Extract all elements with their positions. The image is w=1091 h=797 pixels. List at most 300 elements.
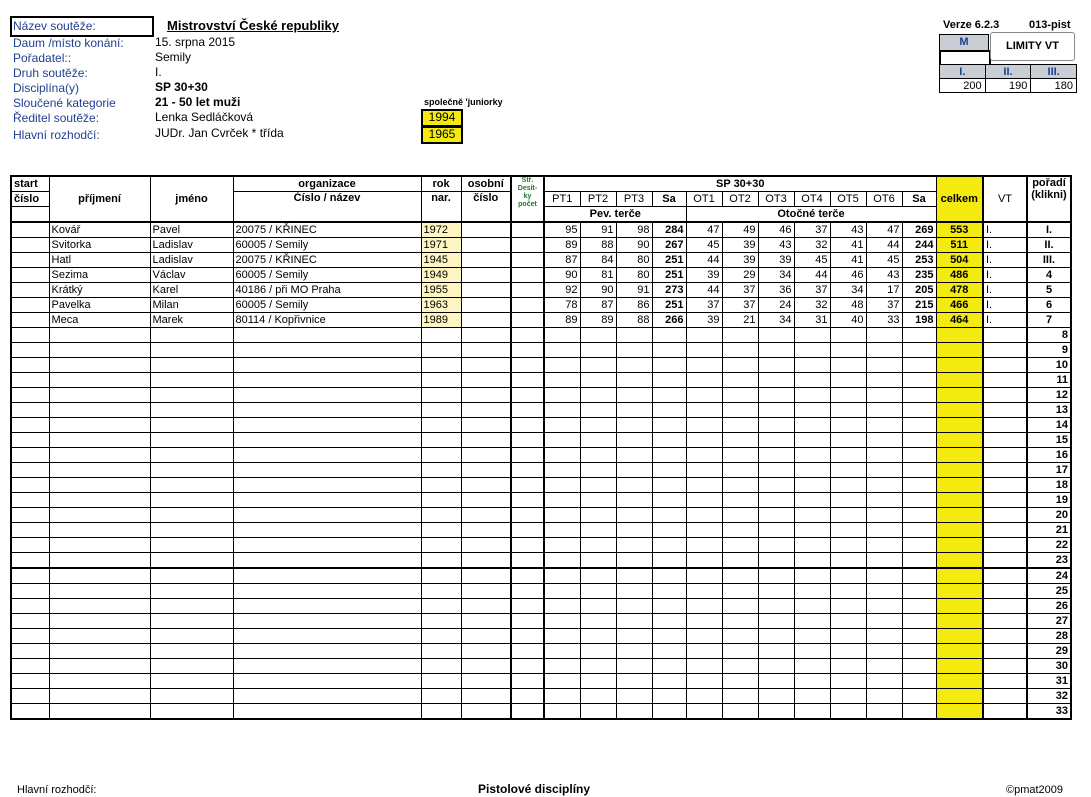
pt-cell[interactable]: 251 xyxy=(652,298,686,313)
empty-cell[interactable] xyxy=(150,629,233,644)
empty-cell[interactable] xyxy=(902,448,936,463)
empty-cell[interactable] xyxy=(686,553,722,569)
ot-cell[interactable]: 29 xyxy=(722,268,758,283)
org-cell[interactable]: 60005 / Semily xyxy=(233,238,421,253)
ot-cell[interactable]: 235 xyxy=(902,268,936,283)
empty-cell[interactable] xyxy=(580,614,616,629)
empty-cell[interactable] xyxy=(233,659,421,674)
poradi-cell[interactable]: 30 xyxy=(1027,659,1071,674)
empty-cell[interactable] xyxy=(866,659,902,674)
osobni-cell[interactable] xyxy=(461,238,511,253)
start-cell[interactable] xyxy=(11,222,49,238)
empty-cell[interactable] xyxy=(421,343,461,358)
empty-cell[interactable] xyxy=(652,328,686,343)
empty-cell[interactable] xyxy=(902,493,936,508)
empty-cell[interactable] xyxy=(511,553,544,569)
empty-cell[interactable] xyxy=(866,523,902,538)
empty-cell[interactable] xyxy=(830,328,866,343)
strelec-cell[interactable] xyxy=(511,298,544,313)
empty-cell[interactable] xyxy=(233,553,421,569)
empty-cell[interactable] xyxy=(580,418,616,433)
empty-cell[interactable] xyxy=(421,704,461,720)
poradi-cell[interactable]: 20 xyxy=(1027,508,1071,523)
empty-cell[interactable] xyxy=(830,614,866,629)
empty-cell[interactable] xyxy=(830,388,866,403)
empty-cell[interactable] xyxy=(150,568,233,584)
table-row[interactable] xyxy=(11,644,1071,659)
org-cell[interactable]: 60005 / Semily xyxy=(233,298,421,313)
empty-cell[interactable] xyxy=(544,629,580,644)
empty-cell[interactable] xyxy=(461,704,511,720)
empty-cell[interactable] xyxy=(758,433,794,448)
empty-cell[interactable] xyxy=(616,403,652,418)
empty-cell[interactable] xyxy=(233,704,421,720)
empty-cell[interactable] xyxy=(983,463,1027,478)
empty-cell[interactable] xyxy=(580,358,616,373)
empty-cell[interactable] xyxy=(830,644,866,659)
empty-cell[interactable] xyxy=(902,674,936,689)
celkem-cell[interactable]: 466 xyxy=(936,298,983,313)
ot-cell[interactable]: 46 xyxy=(830,268,866,283)
empty-cell[interactable] xyxy=(421,358,461,373)
empty-cell[interactable] xyxy=(866,448,902,463)
start-cell[interactable] xyxy=(11,268,49,283)
poradi-cell[interactable]: 22 xyxy=(1027,538,1071,553)
empty-cell[interactable] xyxy=(150,343,233,358)
empty-cell[interactable] xyxy=(866,614,902,629)
empty-cell[interactable] xyxy=(233,328,421,343)
empty-cell[interactable] xyxy=(866,599,902,614)
empty-cell[interactable] xyxy=(544,538,580,553)
empty-cell[interactable] xyxy=(49,553,150,569)
empty-cell[interactable] xyxy=(830,343,866,358)
table-row[interactable] xyxy=(11,704,1071,720)
jmeno-cell[interactable]: Pavel xyxy=(150,222,233,238)
ot-cell[interactable]: 269 xyxy=(902,222,936,238)
empty-cell[interactable] xyxy=(421,659,461,674)
empty-cell[interactable] xyxy=(11,343,49,358)
empty-cell[interactable] xyxy=(686,463,722,478)
empty-cell[interactable] xyxy=(511,523,544,538)
ot-cell[interactable]: 47 xyxy=(866,222,902,238)
empty-cell[interactable] xyxy=(511,508,544,523)
empty-cell[interactable] xyxy=(866,418,902,433)
empty-cell[interactable] xyxy=(544,433,580,448)
empty-cell[interactable] xyxy=(580,373,616,388)
poradi-cell[interactable]: 28 xyxy=(1027,629,1071,644)
empty-cell[interactable] xyxy=(830,674,866,689)
poradi-cell[interactable]: 15 xyxy=(1027,433,1071,448)
empty-cell[interactable] xyxy=(866,538,902,553)
poradi-cell[interactable]: 18 xyxy=(1027,478,1071,493)
empty-cell[interactable] xyxy=(421,388,461,403)
empty-cell[interactable] xyxy=(652,403,686,418)
table-row[interactable] xyxy=(11,478,1071,493)
empty-cell[interactable] xyxy=(983,629,1027,644)
ot-cell[interactable]: 39 xyxy=(686,268,722,283)
empty-cell[interactable] xyxy=(150,704,233,720)
empty-cell[interactable] xyxy=(580,659,616,674)
empty-cell[interactable] xyxy=(686,328,722,343)
empty-cell[interactable] xyxy=(758,358,794,373)
empty-cell[interactable] xyxy=(11,418,49,433)
empty-cell[interactable] xyxy=(11,584,49,599)
empty-cell[interactable] xyxy=(686,343,722,358)
org-cell[interactable]: 20075 / KŘINEC xyxy=(233,253,421,268)
empty-cell[interactable] xyxy=(233,644,421,659)
empty-cell[interactable] xyxy=(758,478,794,493)
empty-cell[interactable] xyxy=(686,508,722,523)
empty-cell[interactable] xyxy=(652,418,686,433)
strelec-cell[interactable] xyxy=(511,313,544,328)
empty-cell[interactable] xyxy=(511,343,544,358)
ot-cell[interactable]: 39 xyxy=(758,253,794,268)
empty-cell[interactable] xyxy=(580,689,616,704)
pt-cell[interactable]: 84 xyxy=(580,253,616,268)
empty-cell[interactable] xyxy=(866,644,902,659)
empty-cell[interactable] xyxy=(616,704,652,720)
empty-cell[interactable] xyxy=(902,538,936,553)
empty-cell[interactable] xyxy=(49,584,150,599)
empty-cell[interactable] xyxy=(461,418,511,433)
ot-cell[interactable]: 37 xyxy=(722,283,758,298)
empty-cell[interactable] xyxy=(461,463,511,478)
empty-cell[interactable] xyxy=(652,493,686,508)
pt-cell[interactable]: 284 xyxy=(652,222,686,238)
empty-cell[interactable] xyxy=(150,659,233,674)
empty-cell[interactable] xyxy=(49,328,150,343)
ot-cell[interactable]: 40 xyxy=(830,313,866,328)
strelec-cell[interactable] xyxy=(511,238,544,253)
empty-cell[interactable] xyxy=(652,674,686,689)
poradi-cell[interactable]: 24 xyxy=(1027,568,1071,584)
empty-cell[interactable] xyxy=(983,538,1027,553)
empty-cell[interactable] xyxy=(686,373,722,388)
empty-cell[interactable] xyxy=(866,689,902,704)
empty-cell[interactable] xyxy=(758,328,794,343)
empty-cell[interactable] xyxy=(936,508,983,523)
empty-cell[interactable] xyxy=(544,478,580,493)
empty-cell[interactable] xyxy=(150,614,233,629)
empty-cell[interactable] xyxy=(11,704,49,720)
empty-cell[interactable] xyxy=(983,599,1027,614)
empty-cell[interactable] xyxy=(616,448,652,463)
empty-cell[interactable] xyxy=(936,599,983,614)
empty-cell[interactable] xyxy=(722,553,758,569)
empty-cell[interactable] xyxy=(150,538,233,553)
pt-cell[interactable]: 89 xyxy=(544,313,580,328)
empty-cell[interactable] xyxy=(616,328,652,343)
poradi-cell[interactable]: 25 xyxy=(1027,584,1071,599)
empty-cell[interactable] xyxy=(233,629,421,644)
empty-cell[interactable] xyxy=(233,689,421,704)
empty-cell[interactable] xyxy=(49,704,150,720)
empty-cell[interactable] xyxy=(233,584,421,599)
empty-cell[interactable] xyxy=(830,553,866,569)
start-cell[interactable] xyxy=(11,283,49,298)
ot-cell[interactable]: 44 xyxy=(686,253,722,268)
empty-cell[interactable] xyxy=(936,644,983,659)
poradi-cell[interactable]: 31 xyxy=(1027,674,1071,689)
year-box-2[interactable]: 1965 xyxy=(421,126,463,144)
empty-cell[interactable] xyxy=(11,599,49,614)
poradi-cell[interactable]: 29 xyxy=(1027,644,1071,659)
empty-cell[interactable] xyxy=(983,644,1027,659)
empty-cell[interactable] xyxy=(936,343,983,358)
empty-cell[interactable] xyxy=(758,418,794,433)
empty-cell[interactable] xyxy=(830,584,866,599)
class-limit-1[interactable]: 200 xyxy=(940,79,986,93)
empty-cell[interactable] xyxy=(544,328,580,343)
pt-cell[interactable]: 87 xyxy=(580,298,616,313)
ot-cell[interactable]: 44 xyxy=(794,268,830,283)
empty-cell[interactable] xyxy=(652,704,686,720)
empty-cell[interactable] xyxy=(49,644,150,659)
empty-cell[interactable] xyxy=(794,403,830,418)
empty-cell[interactable] xyxy=(936,568,983,584)
empty-cell[interactable] xyxy=(983,523,1027,538)
empty-cell[interactable] xyxy=(758,538,794,553)
empty-cell[interactable] xyxy=(421,568,461,584)
empty-cell[interactable] xyxy=(866,358,902,373)
empty-cell[interactable] xyxy=(421,508,461,523)
empty-cell[interactable] xyxy=(150,584,233,599)
empty-cell[interactable] xyxy=(936,358,983,373)
empty-cell[interactable] xyxy=(830,689,866,704)
empty-cell[interactable] xyxy=(983,478,1027,493)
jmeno-cell[interactable]: Václav xyxy=(150,268,233,283)
empty-cell[interactable] xyxy=(722,358,758,373)
empty-cell[interactable] xyxy=(902,358,936,373)
ot-cell[interactable]: 253 xyxy=(902,253,936,268)
table-row[interactable] xyxy=(11,253,1071,268)
table-row[interactable] xyxy=(11,298,1071,313)
pt-cell[interactable]: 251 xyxy=(652,268,686,283)
prijmeni-cell[interactable]: Meca xyxy=(49,313,150,328)
pt-cell[interactable]: 80 xyxy=(616,253,652,268)
pt-cell[interactable]: 88 xyxy=(580,238,616,253)
pt-cell[interactable]: 251 xyxy=(652,253,686,268)
empty-cell[interactable] xyxy=(983,659,1027,674)
empty-cell[interactable] xyxy=(983,403,1027,418)
empty-cell[interactable] xyxy=(616,629,652,644)
empty-cell[interactable] xyxy=(758,403,794,418)
prijmeni-cell[interactable]: Krátký xyxy=(49,283,150,298)
empty-cell[interactable] xyxy=(866,553,902,569)
empty-cell[interactable] xyxy=(902,403,936,418)
empty-cell[interactable] xyxy=(421,584,461,599)
empty-cell[interactable] xyxy=(461,689,511,704)
empty-cell[interactable] xyxy=(794,614,830,629)
empty-cell[interactable] xyxy=(758,373,794,388)
empty-cell[interactable] xyxy=(49,388,150,403)
empty-cell[interactable] xyxy=(616,343,652,358)
poradi-cell[interactable]: II. xyxy=(1027,238,1071,253)
ot-cell[interactable]: 47 xyxy=(686,222,722,238)
empty-cell[interactable] xyxy=(983,674,1027,689)
table-row[interactable] xyxy=(11,328,1071,343)
empty-cell[interactable] xyxy=(511,358,544,373)
empty-cell[interactable] xyxy=(794,448,830,463)
empty-cell[interactable] xyxy=(461,553,511,569)
empty-cell[interactable] xyxy=(902,433,936,448)
empty-cell[interactable] xyxy=(902,553,936,569)
empty-cell[interactable] xyxy=(758,659,794,674)
empty-cell[interactable] xyxy=(580,629,616,644)
empty-cell[interactable] xyxy=(722,674,758,689)
empty-cell[interactable] xyxy=(511,433,544,448)
empty-cell[interactable] xyxy=(544,523,580,538)
empty-cell[interactable] xyxy=(580,433,616,448)
table-row[interactable] xyxy=(11,538,1071,553)
ot-cell[interactable]: 44 xyxy=(686,283,722,298)
empty-cell[interactable] xyxy=(580,644,616,659)
empty-cell[interactable] xyxy=(233,373,421,388)
empty-cell[interactable] xyxy=(652,343,686,358)
empty-cell[interactable] xyxy=(722,644,758,659)
empty-cell[interactable] xyxy=(511,403,544,418)
empty-cell[interactable] xyxy=(580,463,616,478)
empty-cell[interactable] xyxy=(150,674,233,689)
poradi-cell[interactable]: 14 xyxy=(1027,418,1071,433)
empty-cell[interactable] xyxy=(686,659,722,674)
empty-cell[interactable] xyxy=(233,478,421,493)
empty-cell[interactable] xyxy=(794,478,830,493)
table-row[interactable] xyxy=(11,358,1071,373)
ot-cell[interactable]: 34 xyxy=(758,313,794,328)
empty-cell[interactable] xyxy=(150,373,233,388)
empty-cell[interactable] xyxy=(830,523,866,538)
empty-cell[interactable] xyxy=(461,328,511,343)
osobni-cell[interactable] xyxy=(461,298,511,313)
empty-cell[interactable] xyxy=(580,674,616,689)
table-row[interactable] xyxy=(11,238,1071,253)
prijmeni-cell[interactable]: Kovář xyxy=(49,222,150,238)
empty-cell[interactable] xyxy=(421,448,461,463)
empty-cell[interactable] xyxy=(11,463,49,478)
empty-cell[interactable] xyxy=(49,448,150,463)
empty-cell[interactable] xyxy=(616,478,652,493)
empty-cell[interactable] xyxy=(49,568,150,584)
ot-cell[interactable]: 198 xyxy=(902,313,936,328)
empty-cell[interactable] xyxy=(758,508,794,523)
empty-cell[interactable] xyxy=(983,328,1027,343)
table-row[interactable] xyxy=(11,388,1071,403)
empty-cell[interactable] xyxy=(652,659,686,674)
table-row[interactable] xyxy=(11,523,1071,538)
empty-cell[interactable] xyxy=(722,373,758,388)
empty-cell[interactable] xyxy=(983,508,1027,523)
poradi-cell[interactable]: 26 xyxy=(1027,599,1071,614)
empty-cell[interactable] xyxy=(616,584,652,599)
empty-cell[interactable] xyxy=(758,629,794,644)
empty-cell[interactable] xyxy=(11,493,49,508)
empty-cell[interactable] xyxy=(511,538,544,553)
table-row[interactable] xyxy=(11,433,1071,448)
empty-cell[interactable] xyxy=(652,584,686,599)
empty-cell[interactable] xyxy=(758,448,794,463)
empty-cell[interactable] xyxy=(794,328,830,343)
empty-cell[interactable] xyxy=(150,644,233,659)
empty-cell[interactable] xyxy=(511,614,544,629)
table-row[interactable] xyxy=(11,629,1071,644)
empty-cell[interactable] xyxy=(49,689,150,704)
poradi-cell[interactable]: 19 xyxy=(1027,493,1071,508)
table-row[interactable] xyxy=(11,568,1071,584)
empty-cell[interactable] xyxy=(902,629,936,644)
empty-cell[interactable] xyxy=(758,553,794,569)
empty-cell[interactable] xyxy=(722,629,758,644)
pt-cell[interactable]: 86 xyxy=(616,298,652,313)
pt-cell[interactable]: 98 xyxy=(616,222,652,238)
empty-cell[interactable] xyxy=(652,433,686,448)
rok-cell[interactable]: 1972 xyxy=(421,222,461,238)
empty-cell[interactable] xyxy=(580,343,616,358)
pt-cell[interactable]: 90 xyxy=(544,268,580,283)
empty-cell[interactable] xyxy=(580,584,616,599)
pt-cell[interactable]: 266 xyxy=(652,313,686,328)
poradi-cell[interactable]: 32 xyxy=(1027,689,1071,704)
poradi-cell[interactable]: 21 xyxy=(1027,523,1071,538)
poradi-cell[interactable]: 7 xyxy=(1027,313,1071,328)
jmeno-cell[interactable]: Milan xyxy=(150,298,233,313)
empty-cell[interactable] xyxy=(686,614,722,629)
table-row[interactable] xyxy=(11,283,1071,298)
ot-cell[interactable]: 46 xyxy=(758,222,794,238)
ot-cell[interactable]: 24 xyxy=(758,298,794,313)
empty-cell[interactable] xyxy=(544,508,580,523)
empty-cell[interactable] xyxy=(686,704,722,720)
celkem-cell[interactable]: 504 xyxy=(936,253,983,268)
empty-cell[interactable] xyxy=(49,659,150,674)
empty-cell[interactable] xyxy=(11,568,49,584)
rok-cell[interactable]: 1971 xyxy=(421,238,461,253)
empty-cell[interactable] xyxy=(616,508,652,523)
empty-cell[interactable] xyxy=(421,463,461,478)
empty-cell[interactable] xyxy=(902,463,936,478)
empty-cell[interactable] xyxy=(616,659,652,674)
empty-cell[interactable] xyxy=(421,418,461,433)
empty-cell[interactable] xyxy=(866,388,902,403)
empty-cell[interactable] xyxy=(580,599,616,614)
empty-cell[interactable] xyxy=(902,328,936,343)
empty-cell[interactable] xyxy=(49,373,150,388)
empty-cell[interactable] xyxy=(686,629,722,644)
empty-cell[interactable] xyxy=(11,659,49,674)
empty-cell[interactable] xyxy=(983,568,1027,584)
empty-cell[interactable] xyxy=(49,343,150,358)
empty-cell[interactable] xyxy=(511,584,544,599)
empty-cell[interactable] xyxy=(983,553,1027,569)
empty-cell[interactable] xyxy=(11,538,49,553)
empty-cell[interactable] xyxy=(421,553,461,569)
empty-cell[interactable] xyxy=(511,373,544,388)
empty-cell[interactable] xyxy=(936,478,983,493)
empty-cell[interactable] xyxy=(616,614,652,629)
empty-cell[interactable] xyxy=(936,373,983,388)
empty-cell[interactable] xyxy=(461,433,511,448)
empty-cell[interactable] xyxy=(794,508,830,523)
empty-cell[interactable] xyxy=(722,433,758,448)
empty-cell[interactable] xyxy=(150,523,233,538)
empty-cell[interactable] xyxy=(49,599,150,614)
empty-cell[interactable] xyxy=(511,689,544,704)
rok-cell[interactable]: 1945 xyxy=(421,253,461,268)
empty-cell[interactable] xyxy=(150,418,233,433)
poradi-cell[interactable]: 10 xyxy=(1027,358,1071,373)
ot-cell[interactable]: 37 xyxy=(686,298,722,313)
empty-cell[interactable] xyxy=(11,388,49,403)
